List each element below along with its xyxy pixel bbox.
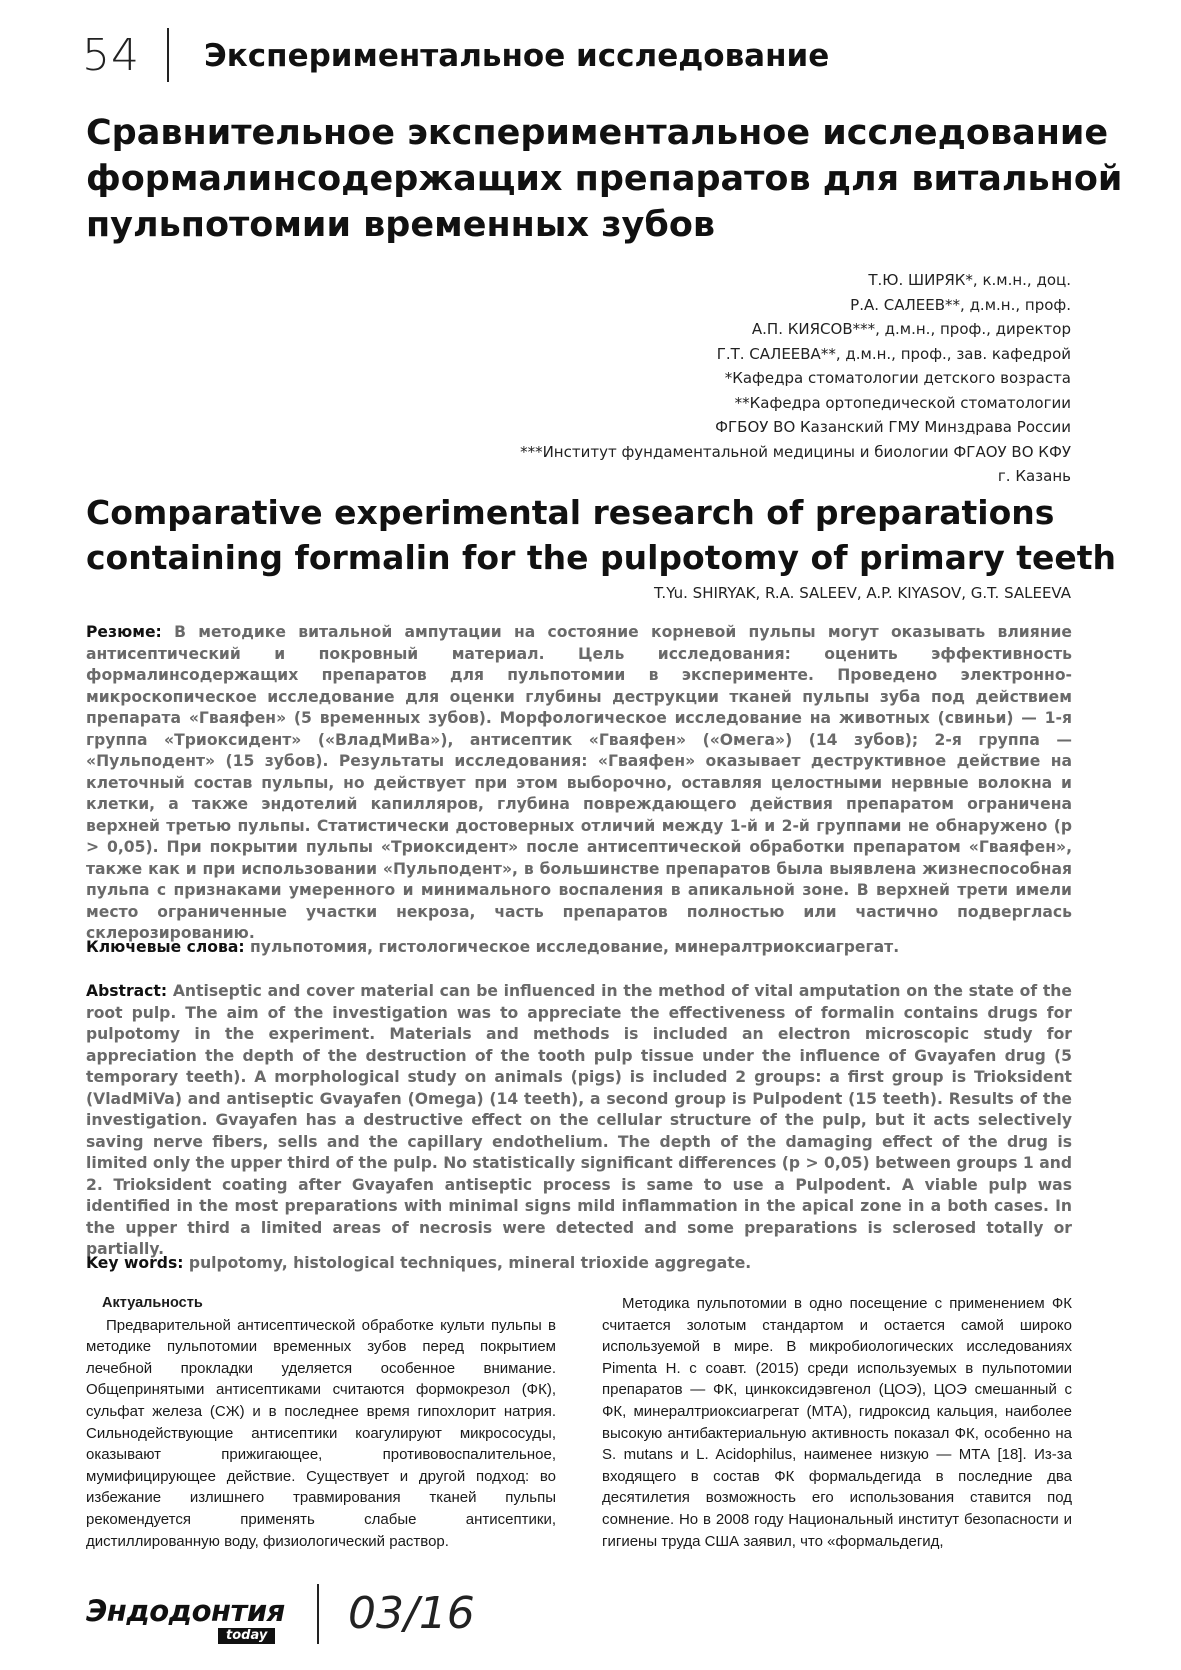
- section-heading: Актуальность: [102, 1295, 203, 1311]
- abstract-en: [86, 981, 1072, 1261]
- page-number: 54: [82, 30, 140, 81]
- keywords-ru-text: пульпотомия, гистологическое исследование, минералтриоксиагрегат.: [250, 938, 900, 956]
- affiliation-line: ***Институт фундаментальной медицины и биологии ФГАОУ ВО КФУ: [520, 442, 1071, 461]
- article-title-ru: Сравнительное экспериментальное исследование формалинсодержащих препаратов для витальной пульпотомии временных зубов: [86, 113, 1123, 245]
- keywords-ru-label: Ключевые слова:: [86, 938, 245, 956]
- article-title-en: Comparative experimental research of preparations containing formalin for the pulpotomy of primary teeth: [86, 493, 1116, 577]
- author-line: А.П. КИЯСОВ***, д.м.н., проф., директор: [751, 320, 1071, 338]
- section-title: Экспериментальное исследование: [204, 38, 830, 74]
- author-line: Г.Т. САЛЕЕВА**, д.м.н., проф., зав. кафедрой: [716, 344, 1071, 363]
- header-divider: [167, 28, 169, 82]
- abstract-en-label: Abstract:: [86, 982, 168, 1000]
- keywords-en-label: Key words:: [86, 1254, 184, 1272]
- affiliation-line: *Кафедра стоматологии детского возраста: [724, 369, 1071, 387]
- journal-logo-sub: today: [218, 1628, 275, 1644]
- body-paragraph: Методика пульпотомии в одно посещение с применением ФК считается золотым стандартом и остается самой широко используемой в мире. В микробиологических исследованиях Pimenta H. с соавт. (2015) среди используемых в пульпотомии препаратов — ФК, цинкоксидэвгенол (ЦОЭ), ЦОЭ смешанный с ФК, минералтриоксиагрегат (МТА), гидроксид кальция, наиболее высокую антибактериальную активность показал ФК, особенно на S. mutans и L. Acidophilus, наименее низкую — МТА [18]. Из-за входящего в состав ФК формальдегида в последние два десятилетия возможность его использования ставится под сомнение. Но в 2008 году Национальный институт безопасности и гигиены труда США заявил, что «формальдегид,: [602, 1295, 1072, 1550]
- body-column-left: [86, 1293, 556, 1552]
- affiliation-line: ФГБОУ ВО Казанский ГМУ Минздрава России: [715, 418, 1071, 436]
- abstract-ru: [86, 622, 1072, 945]
- body-column-right: [602, 1293, 1072, 1552]
- abstract-ru-text: В методике витальной ампутации на состояние корневой пульпы могут оказывать влияние антисептический и покровный материал. Цель исследования: оценить эффективность формалинсодержащих препаратов для пульпотомии в эксперименте. Проведено электронно-микроскопическое исследование для оценки глубины деструкции тканей пульпы зуба под действием препарата «Гваяфен» (5 временных зубов). Морфологическое исследование на животных (свиньи) — 1-я группа «Триоксидент» («ВладМиВа»), антисептик «Гваяфен» («Омега») (14 зубов); 2-я группа — «Пульподент» (15 зубов). Результаты исследования: «Гваяфен» оказывает деструктивное действие на клеточный состав пульпы, но действует при этом выборочно, оставляя целостными нервные волокна и клетки, а также эндотелий капилляров, глубина повреждающего действия препаратом ограничена верхней третью пульпы. Статистически достоверных отличий между 1-й и 2-й группами не обнаружено (p > 0,05). При покрытии пульпы «Триоксидент» после антисептической обработки препаратом «Гваяфен», также как и при использовании «Пульподент», в большинстве препаратов была выявлена жизнеспособная пульпа с признаками умеренного и минимального воспаления в апикальной зоне. В верхней трети имели место ограниченные участки некроза, часть препаратов полностью или частично подверглась склерозированию.: [86, 623, 1072, 942]
- footer-divider: [317, 1584, 319, 1644]
- keywords-ru: [86, 937, 1072, 959]
- authors-affiliations-ru: [520, 268, 1071, 489]
- author-line: Т.Ю. ШИРЯК*, к.м.н., доц.: [868, 271, 1071, 289]
- city-line: г. Казань: [997, 467, 1071, 485]
- keywords-en: [86, 1253, 1072, 1275]
- author-line: Р.А. САЛЕЕВ**, д.м.н., проф.: [850, 295, 1071, 314]
- affiliation-line: **Кафедра ортопедической стоматологии: [734, 393, 1071, 412]
- authors-en: T.Yu. SHIRYAK, R.A. SALEEV, A.P. KIYASOV, G.T. SALEEVA: [654, 584, 1071, 602]
- keywords-en-text: pulpotomy, histological techniques, mineral trioxide aggregate.: [188, 1254, 752, 1272]
- issue-number: 03/16: [348, 1588, 475, 1639]
- journal-logo: Эндодонтия: [86, 1594, 285, 1628]
- abstract-ru-label: Резюме:: [86, 623, 162, 641]
- abstract-en-text: Antiseptic and cover material can be influenced in the method of vital amputation on the state of the root pulp. The aim of the investigation was to appreciate the effectiveness of formalin contains drugs for pulpotomy in the experiment. Materials and methods is included an electron microscopic study for appreciation the depth of the destruction of the tooth pulp tissue under the influence of Gvayafen drug (5 temporary teeth). A morphological study on animals (pigs) is included 2 groups: a first group is Trioksident (VladMiVa) and antiseptic Gvayafen (Omega) (14 teeth), a second group is Pulpodent (15 teeth). Results of the investigation. Gvayafen has a destructive effect on the cellular structure of the pulp, but it acts selectively saving nerve fibers, sells and the capillary endothelium. The depth of the damaging effect of the drug is limited only the upper third of the pulp. No statistically significant differences (p > 0,05) between groups 1 and 2. Trioksident coating after Gvayafen antiseptic process is same to use a Pulpodent. A viable pulp was identified in the most preparations with minimal signs mild inflammation in the apical zone in a both cases. In the upper third a limited areas of necrosis were detected and some preparations is sclerosed totally or partially.: [86, 982, 1072, 1258]
- body-paragraph: Предварительной антисептической обработке культи пульпы в методике пульпотомии временных зубов перед покрытием лечебной прокладки уделяется особенное внимание. Общепринятыми антисептиками считаются формокрезол (ФК), сульфат железа (СЖ) и в последнее время гипохлорит натрия. Сильнодействующие антисептики коагулируют микрососуды, оказывают прижигающее, противовоспалительное, мумифицирующее действие. Существует и другой подход: во избежание излишнего травмирования тканей пульпы рекомендуется применять слабые антисептики, дистиллированную воду, физиологический раствор.: [86, 1316, 556, 1550]
